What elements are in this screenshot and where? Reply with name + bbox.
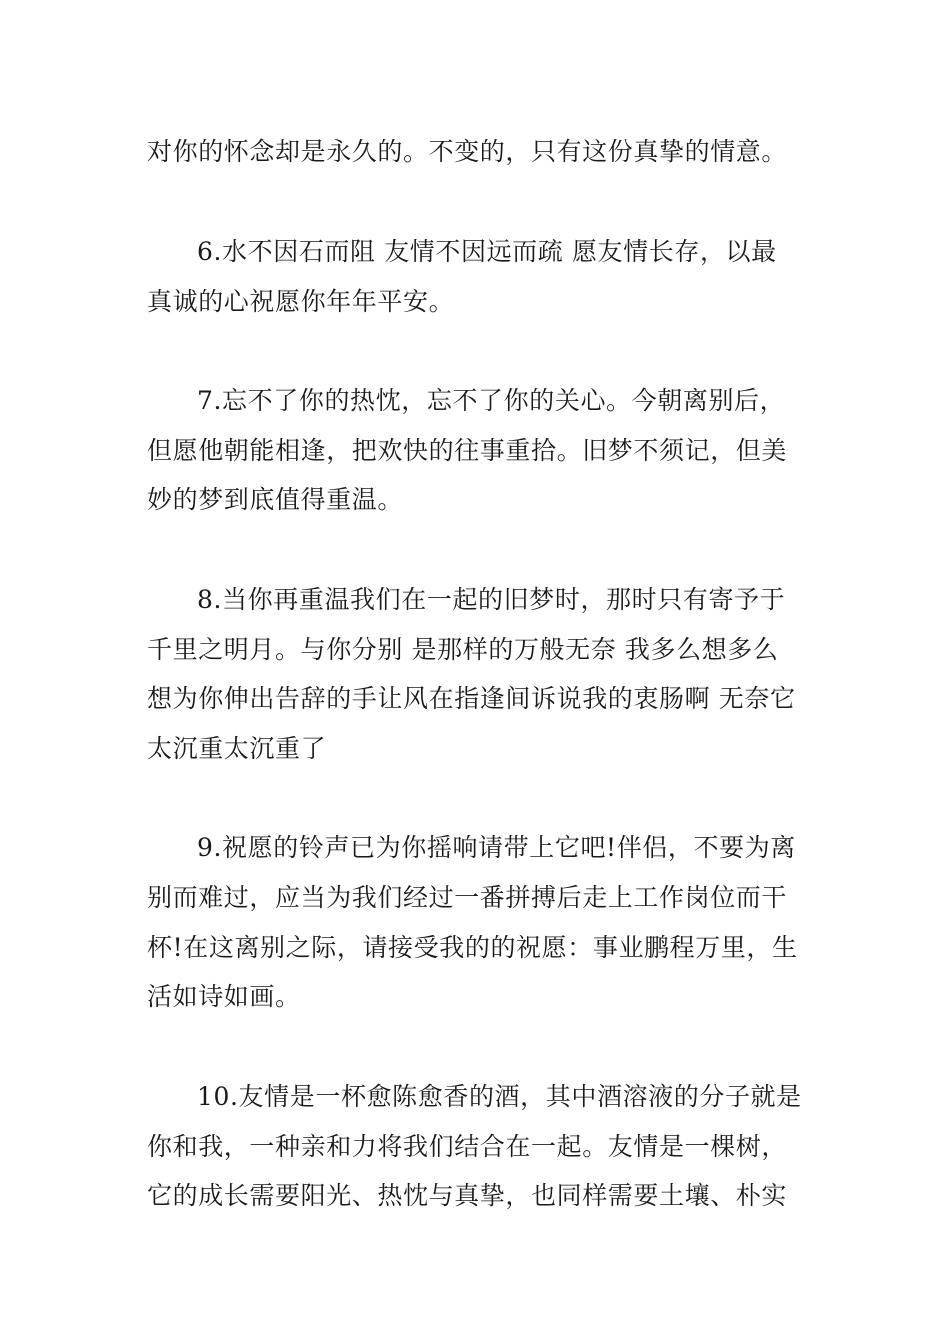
paragraph-10-line-3: 它的成长需要阳光、热忱与真挚，也同样需要土壤、朴实 [147, 1181, 788, 1210]
paragraph-8-line-3: 想为你伸出告辞的手让风在指逢间诉说我的衷肠啊 无奈它 [147, 684, 796, 713]
paragraph-9-line-3: 杯!在这离别之际，请接受我的的祝愿：事业鹏程万里，生 [147, 933, 798, 962]
paragraph-8-line-4: 太沉重太沉重了 [147, 734, 327, 763]
paragraph-7-line-2: 但愿他朝能相逢，把欢快的往事重拾。旧梦不须记，但美 [147, 436, 788, 465]
paragraph-8-line-2: 千里之明月。与你分别 是那样的万般无奈 我多么想多么 [147, 635, 779, 664]
paragraph-9-line-4: 活如诗如画。 [147, 982, 301, 1011]
paragraph-7-line-1: 7.忘不了你的热忱，忘不了你的关心。今朝离别后， [197, 386, 786, 415]
paragraph-6-line-1: 6.水不因石而阻 友情不因远而疏 愿友情长存，以最 [197, 237, 777, 266]
paragraph-10-line-2: 你和我，一种亲和力将我们结合在一起。友情是一棵树， [147, 1132, 788, 1161]
paragraph-10-line-1: 10.友情是一杯愈陈愈香的酒，其中酒溶液的分子就是 [197, 1082, 802, 1111]
paragraph-8-line-1: 8.当你再重温我们在一起的旧梦时，那时只有寄予于 [197, 585, 786, 614]
paragraph-7-line-3: 妙的梦到底值得重温。 [147, 485, 404, 514]
paragraph-9-line-1: 9.祝愿的铃声已为你摇响请带上它吧!伴侣，不要为离 [197, 833, 796, 862]
paragraph-9-line-2: 别而难过，应当为我们经过一番拼搏后走上工作岗位而干 [147, 883, 788, 912]
paragraph-line: 对你的怀念却是永久的。不变的，只有这份真挚的情意。 [147, 137, 788, 166]
paragraph-6-line-2: 真诚的心祝愿你年年平安。 [147, 287, 455, 316]
